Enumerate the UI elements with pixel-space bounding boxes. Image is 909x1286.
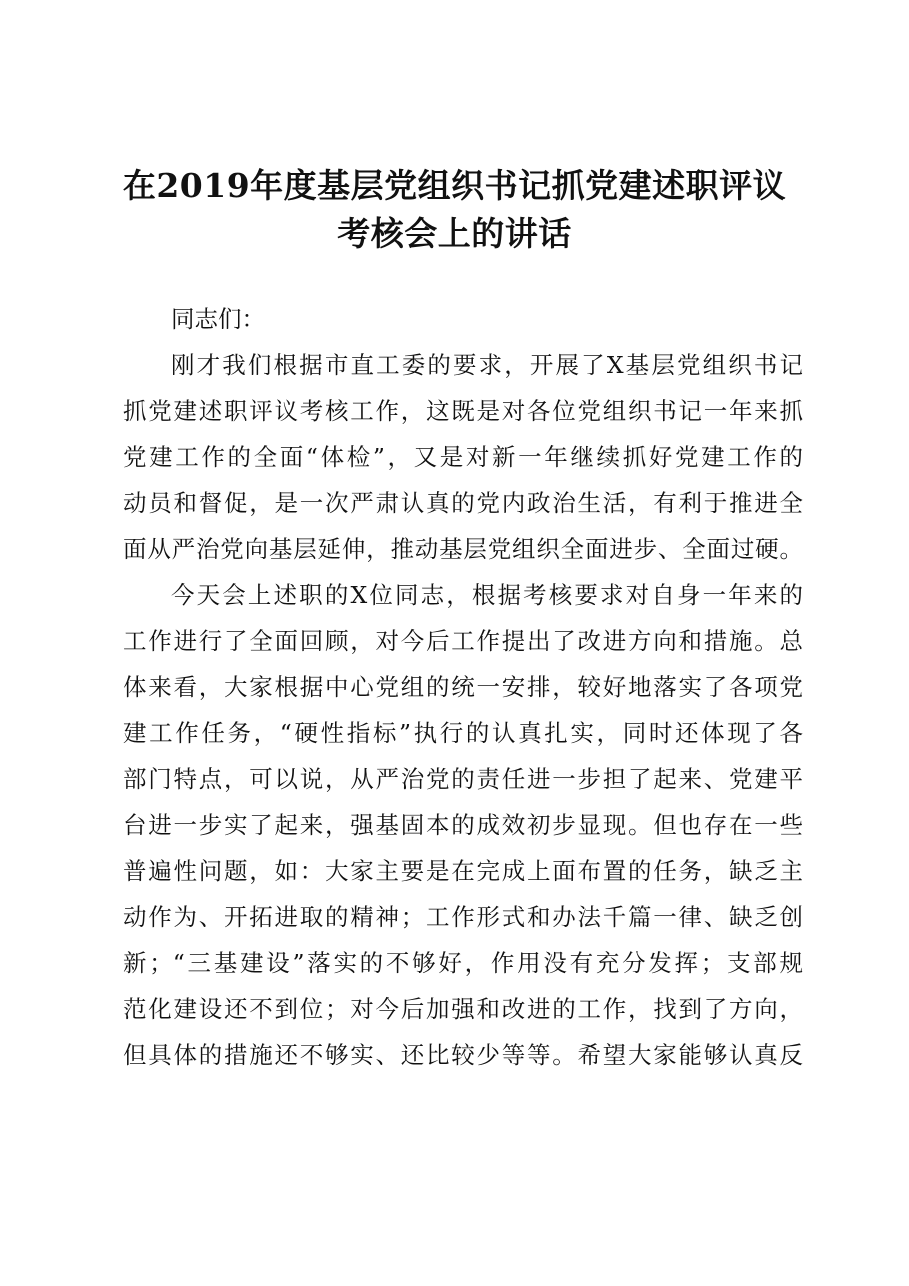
paragraph-line: 党建工作的全面“体检”，又是对新一年继续抓好党建工作的	[123, 443, 803, 471]
paragraph-line: 范化建设还不到位；对今后加强和改进的工作，找到了方向，	[123, 995, 803, 1023]
paragraph-line: 工作进行了全面回顾，对今后工作提出了改进方向和措施。总	[123, 627, 803, 655]
title-line-2: 考核会上的讲话	[337, 214, 572, 253]
paragraph-1	[123, 342, 803, 572]
paragraph-line: 动作为、开拓进取的精神；工作形式和办法千篇一律、缺乏创	[123, 903, 803, 931]
paragraph-line: 但具体的措施还不够实、还比较少等等。希望大家能够认真反	[123, 1041, 803, 1069]
title-line-1: 在2019年度基层党组织书记抓党建述职评议	[122, 166, 787, 205]
document-body	[123, 296, 803, 1078]
paragraph-line: 体来看，大家根据中心党组的统一安排，较好地落实了各项党	[123, 673, 803, 701]
paragraph-line: 刚才我们根据市直工委的要求，开展了X基层党组织书记	[171, 351, 803, 379]
document-title	[100, 162, 809, 258]
paragraph-line: 台进一步实了起来，强基固本的成效初步显现。但也存在一些	[123, 811, 803, 839]
paragraph-line: 面从严治党向基层延伸，推动基层党组织全面进步、全面过硬。	[123, 535, 803, 563]
paragraph-line: 抓党建述职评议考核工作，这既是对各位党组织书记一年来抓	[123, 397, 803, 425]
greeting: 同志们：	[171, 305, 265, 333]
paragraph-line: 今天会上述职的X位同志，根据考核要求对自身一年来的	[171, 581, 803, 609]
paragraph-line: 普遍性问题，如：大家主要是在完成上面布置的任务，缺乏主	[123, 857, 803, 885]
paragraph-line: 部门特点，可以说，从严治党的责任进一步担了起来、党建平	[123, 765, 803, 793]
paragraph-line: 动员和督促，是一次严肃认真的党内政治生活，有利于推进全	[123, 489, 803, 517]
paragraph-line: 新；“三基建设”落实的不够好，作用没有充分发挥；支部规	[123, 949, 803, 977]
paragraph-line: 建工作任务，“硬性指标”执行的认真扎实，同时还体现了各	[123, 719, 803, 747]
paragraph-2	[123, 572, 803, 1078]
